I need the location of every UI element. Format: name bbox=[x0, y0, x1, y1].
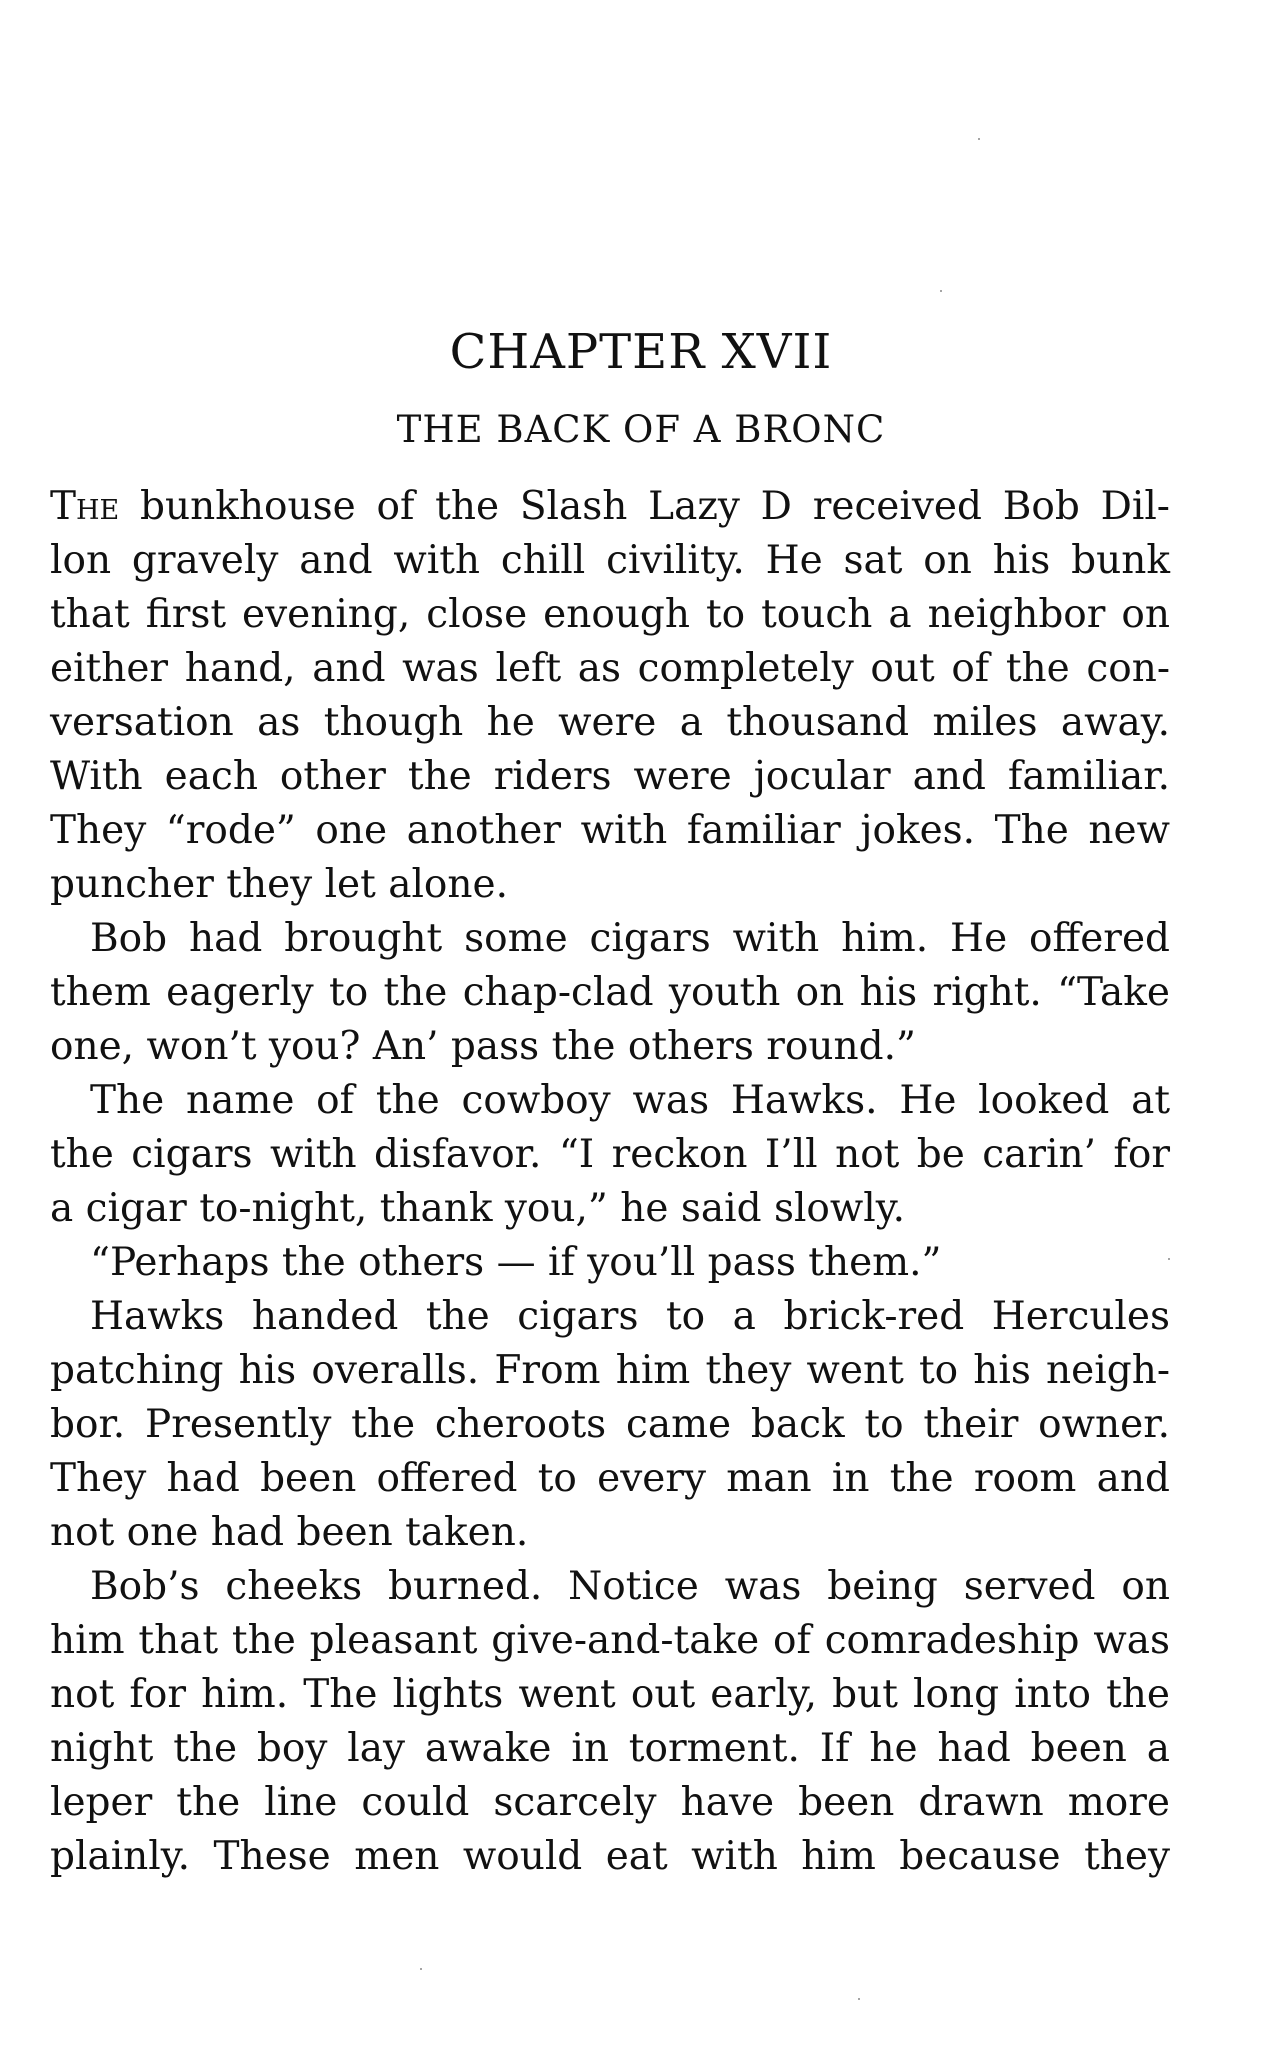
text-line-21: Bob’s cheeks burned. Notice was being served on bbox=[90, 1564, 1170, 1609]
text-line-13: the cigars with disfavor. “I reckon I’ll not be carin’ for bbox=[50, 1132, 1170, 1177]
text-line-1 bbox=[50, 480, 1170, 534]
text-line-3: that first evening, close enough to touch a neighbor on bbox=[50, 592, 1170, 637]
lead-word: The bbox=[50, 484, 120, 529]
text-line-17: patching his overalls. From him they went to his neigh- bbox=[50, 1348, 1170, 1393]
text-line-14: a cigar to-night, thank you,” he said slowly. bbox=[50, 1186, 906, 1231]
text-line-7: They “rode” one another with familiar jokes. The new bbox=[50, 808, 1170, 853]
text-line-5: versation as though he were a thousand miles away. bbox=[50, 700, 1170, 745]
chapter-title: THE BACK OF A BRONC bbox=[396, 408, 886, 451]
text-line-18: bor. Presently the cheroots came back to their owner. bbox=[50, 1402, 1170, 1447]
text-line-8: puncher they let alone. bbox=[50, 862, 509, 907]
text-line-9: Bob had brought some cigars with him. He offered bbox=[90, 916, 1170, 961]
text-line-20: not one had been taken. bbox=[50, 1510, 529, 1555]
scan-speck bbox=[940, 290, 942, 292]
text-line-26: plainly. These men would eat with him because they bbox=[50, 1834, 1170, 1879]
text-line-2: lon gravely and with chill civility. He sat on his bunk bbox=[50, 538, 1170, 583]
chapter-number: CHAPTER XVII bbox=[449, 324, 833, 380]
text-line-25: leper the line could scarcely have been drawn more bbox=[50, 1780, 1170, 1825]
text-line-19: They had been offered to every man in the room and bbox=[50, 1456, 1170, 1501]
text-line-10: them eagerly to the chap-clad youth on his right. “Take bbox=[50, 970, 1170, 1015]
text-line-22: him that the pleasant give-and-take of comradeship was bbox=[50, 1618, 1170, 1663]
scan-speck bbox=[858, 1998, 860, 2000]
text-line-23: not for him. The lights went out early, but long into the bbox=[50, 1672, 1170, 1717]
text-line-4: either hand, and was left as completely out of the con- bbox=[50, 646, 1170, 691]
text-line-16: Hawks handed the cigars to a brick-red Hercules bbox=[90, 1294, 1170, 1339]
chapter-body bbox=[50, 480, 1170, 1884]
text-line-12: The name of the cowboy was Hawks. He looked at bbox=[90, 1078, 1170, 1123]
text-line-11: one, won’t you? An’ pass the others round.” bbox=[50, 1024, 916, 1069]
text-line-15: “Perhaps the others — if you’ll pass them.” bbox=[90, 1240, 942, 1285]
scan-speck bbox=[1168, 1258, 1170, 1260]
text-line-6: With each other the riders were jocular and familiar. bbox=[50, 754, 1170, 799]
scan-speck bbox=[420, 1968, 422, 1970]
scan-speck bbox=[978, 138, 980, 140]
line-text: bunkhouse of the Slash Lazy D received Bob Dil- bbox=[119, 484, 1170, 529]
text-line-24: night the boy lay awake in torment. If he had been a bbox=[50, 1726, 1170, 1771]
